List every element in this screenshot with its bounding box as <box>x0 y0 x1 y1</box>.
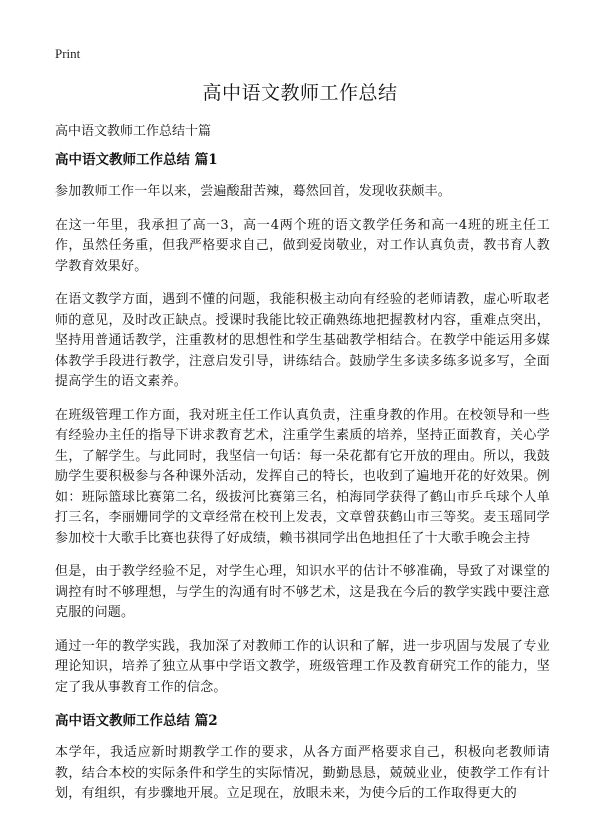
paragraph: 在语文教学方面，遇到不懂的问题，我能积极主动向有经验的老师请教，虚心听取老师的意见，及时改正缺点。授课时我能比较正确熟练地把握教材内容，重难点突出，坚持用普通话教学，注重教材的思想性和学生基础教学相结合。在教学中能运用多媒体教学手段进行教学，注意启发引导，讲练结合。鼓励学生多读多练多说多写，全面提高学生的语文素养。 <box>55 292 550 389</box>
section-1 <box>55 150 550 698</box>
paragraph: 参加教师工作一年以来，尝遍酸甜苦辣，蓦然回首，发现收获颇丰。 <box>55 184 452 199</box>
paragraph: 本学年，我适应新时期教学工作的要求，从各方面严格要求自己，积极向老教师请教，结合本校的实际条件和学生的实际情况，勤勤恳恳，兢兢业业，使教学工作有计划，有组织，有步骤地开展。立足现在，放眼未来，为使今后的工作取得更大的 <box>55 745 550 801</box>
document-body <box>55 150 550 818</box>
paragraph: 通过一年的教学实践，我加深了对教师工作的认识和了解，进一步巩固与发展了专业理论知识，培养了独立从事中学语文教学，班级管理工作及教育研究工作的能力，坚定了我从事教育工作的信念。 <box>55 638 550 695</box>
print-link[interactable]: Print <box>55 46 81 61</box>
subtitle: 高中语文教师工作总结十篇 <box>55 124 212 139</box>
section-heading: 高中语文教师工作总结 篇2 <box>55 713 218 729</box>
section-heading: 高中语文教师工作总结 篇1 <box>55 152 218 168</box>
paragraph: 但是，由于教学经验不足，对学生心理，知识水平的估计不够准确，导致了对课堂的调控有时不够理想，与学生的沟通有时不够艺术，这是我在今后的教学实践中要注意克服的问题。 <box>55 564 550 620</box>
page-title: 高中语文教师工作总结 <box>202 82 398 104</box>
paragraph: 在这一年里，我承担了高一3，高一4两个班的语文教学任务和高一4班的班主任工作，虽然任务重，但我严格要求自己，做到爱岗敬业，对工作认真负责，教书育人教学教育效果好。 <box>55 217 550 274</box>
paragraph: 在班级管理工作方面，我对班主任工作认真负责，注重身教的作用。在校领导和一些有经验办主任的指导下讲求教育艺术，注重学生素质的培养，坚持正面教育，关心学生，了解学生。与此同时，我坚信一句话：每一朵花都有它开放的理由。所以，我鼓励学生要积极参与各种课外活动，发挥自己的特长，也收到了遍地开花的好效果。例如：班际篮球比赛第二名，级拔河比赛第三名，柏海同学获得了鹤山市乒乓球个人单打三名，李丽姗同学的文章经常在校刊上发表，文章曾获鹤山市三等奖。麦玉瑶同学参加校十大歌手比赛也获得了好成绩，赖书祺同学出色地担任了十大歌手晚会主持 <box>55 407 550 546</box>
section-2 <box>55 711 550 805</box>
